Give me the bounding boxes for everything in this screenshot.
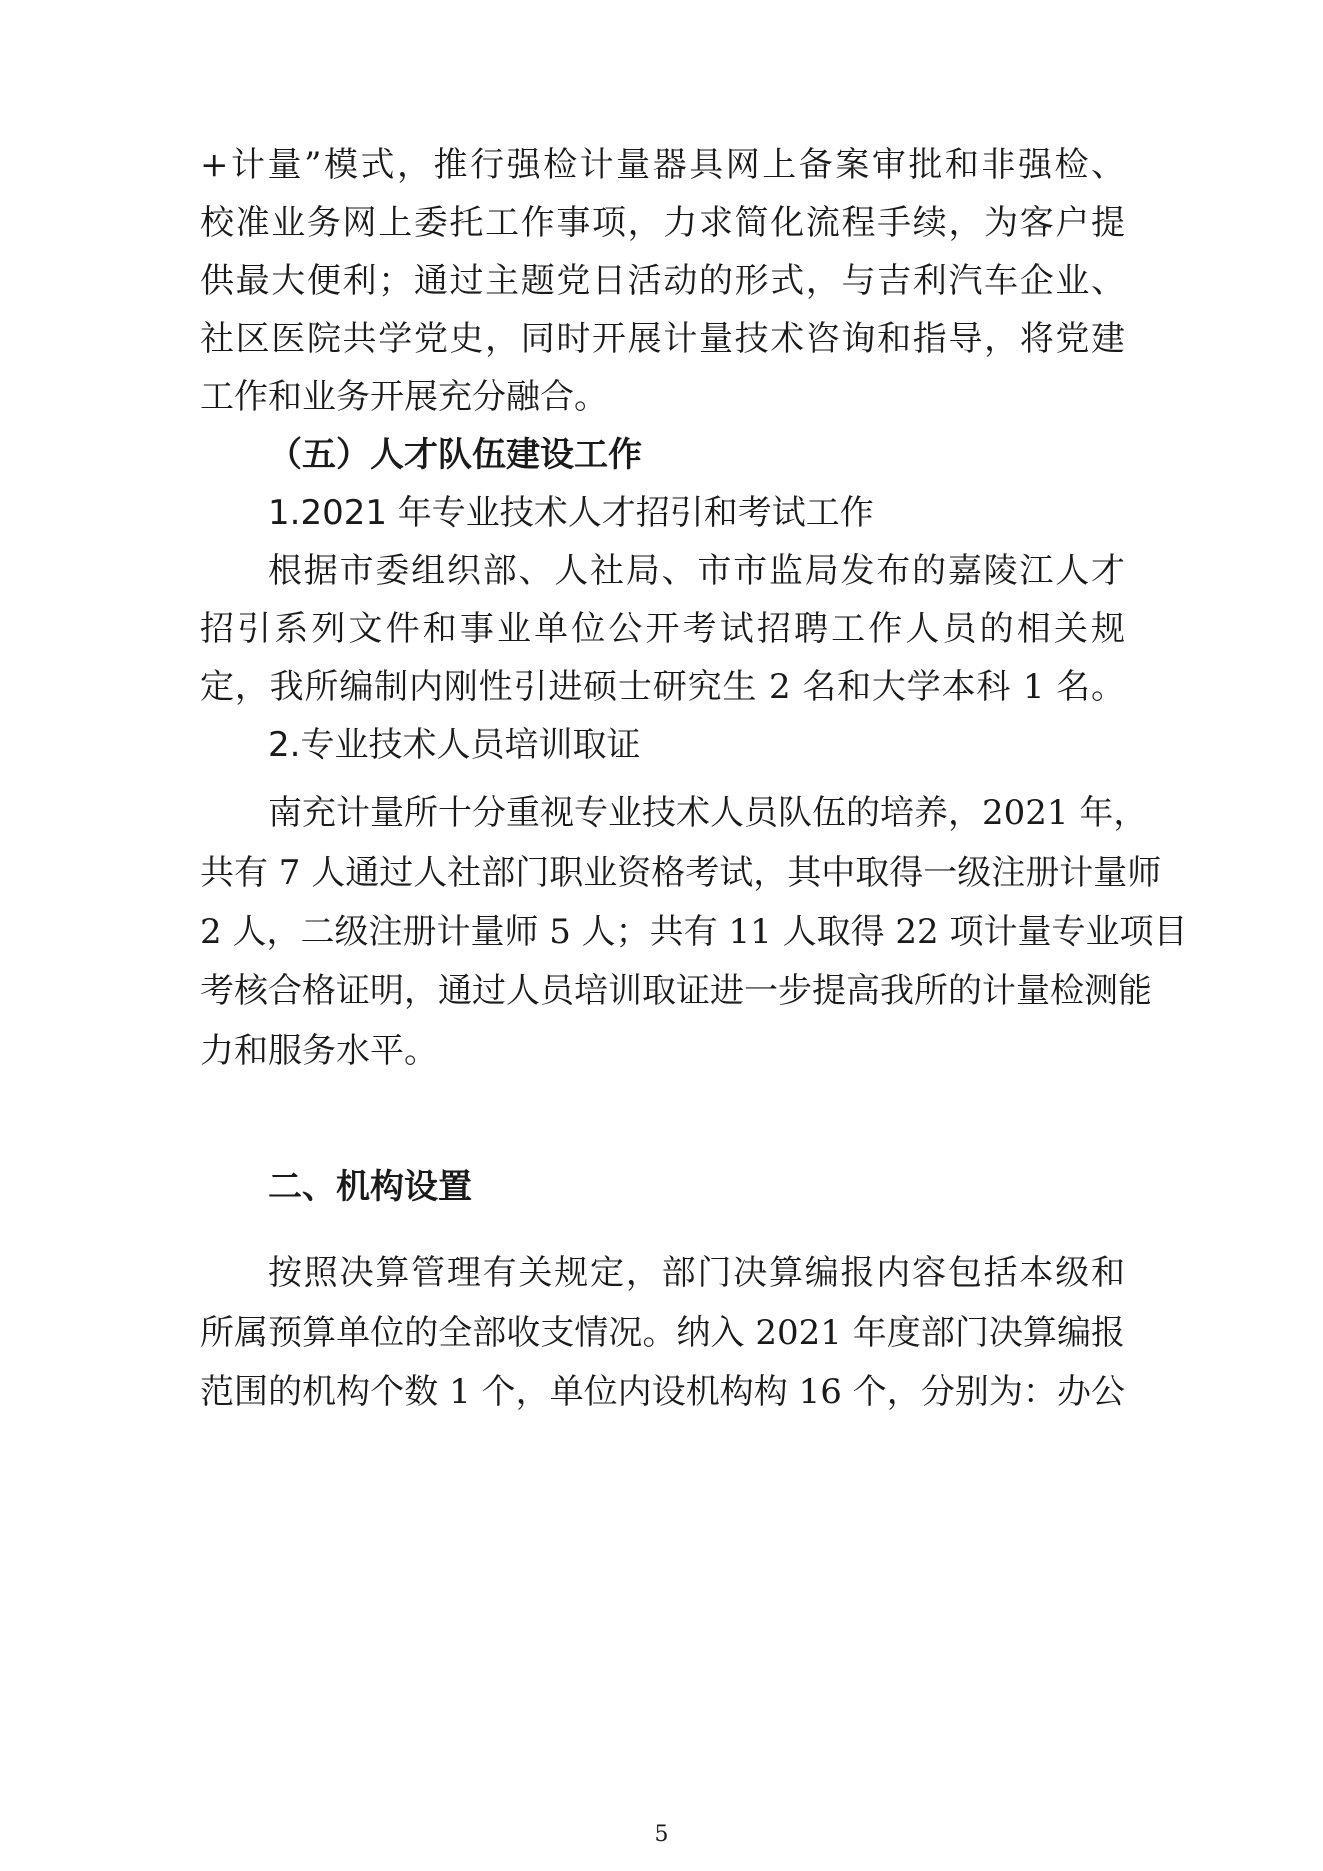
subsection-heading: 1.2021 年专业技术人才招引和考试工作 [268, 493, 874, 533]
paragraph-line: 所属预算单位的全部收支情况。纳入 2021 年度部门决算编报 [200, 1313, 1125, 1353]
paragraph-line: 定，我所编制内刚性引进硕士研究生 2 名和大学本科 1 名。 [200, 667, 1125, 707]
paragraph-line: 2 人，二级注册计量师 5 人；共有 11 人取得 22 项计量专业项目 [200, 912, 1188, 952]
paragraph-line: 考核合格证明，通过人员培训取证进一步提高我所的计量检测能 [200, 971, 1152, 1011]
paragraph-line: 工作和业务开展充分融合。 [200, 377, 608, 417]
paragraph-line: 供最大便利；通过主题党日活动的形式，与吉利汽车企业、 [200, 261, 1125, 301]
paragraph-line: 范围的机构个数 1 个，单位内设机构构 16 个，分别为：办公 [200, 1372, 1125, 1412]
section-heading: 二、机构设置 [268, 1167, 472, 1207]
page-number: 5 [654, 1822, 669, 1847]
paragraph-line: 根据市委组织部、人社局、市市监局发布的嘉陵江人才 [268, 551, 1125, 591]
subsection-heading: 2.专业技术人员培训取证 [268, 725, 641, 765]
paragraph-line: 校准业务网上委托工作事项，力求简化流程手续，为客户提 [200, 203, 1125, 243]
paragraph-line: 社区医院共学党史，同时开展计量技术咨询和指导，将党建 [200, 319, 1125, 359]
paragraph-line: 共有 7 人通过人社部门职业资格考试，其中取得一级注册计量师 [200, 853, 1162, 893]
paragraph-line: 按照决算管理有关规定，部门决算编报内容包括本级和 [268, 1253, 1125, 1293]
paragraph-line: +计量”模式，推行强检计量器具网上备案审批和非强检、 [200, 145, 1125, 185]
paragraph-line: 力和服务水平。 [200, 1031, 438, 1071]
paragraph-line: 南充计量所十分重视专业技术人员队伍的培养，2021 年， [268, 793, 1148, 833]
paragraph-line: 招引系列文件和事业单位公开考试招聘工作人员的相关规 [200, 609, 1125, 649]
section-heading: （五）人才队伍建设工作 [268, 435, 642, 475]
